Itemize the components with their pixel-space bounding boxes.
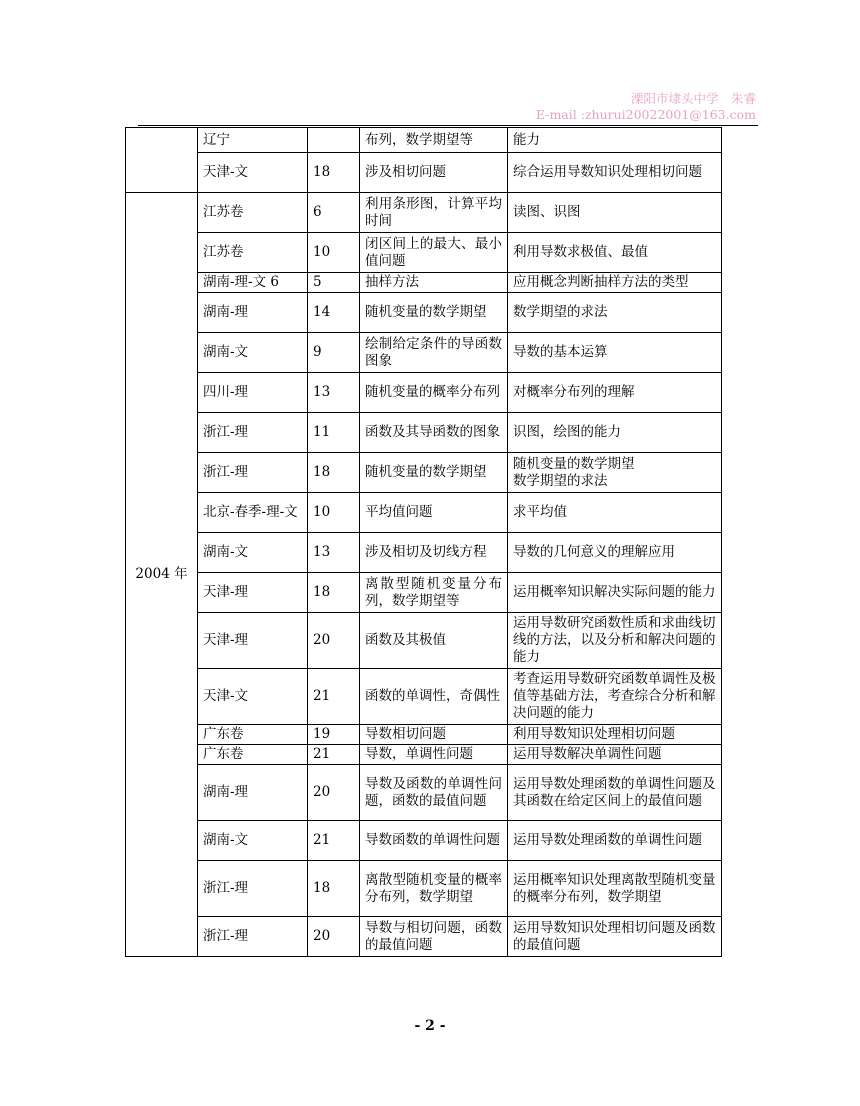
- ability-cell: 综合运用导数知识处理相切问题: [508, 153, 722, 193]
- region-cell: 湖南-文: [198, 821, 308, 861]
- number-cell: 21: [308, 669, 360, 725]
- number-cell: 13: [308, 373, 360, 413]
- topic-cell: 布列，数学期望等: [360, 128, 508, 153]
- table-row: [126, 917, 722, 957]
- year-cell: [126, 128, 198, 193]
- number-cell: 21: [308, 745, 360, 765]
- number-cell: 14: [308, 293, 360, 333]
- topic-cell: 随机变量的数学期望: [360, 293, 508, 333]
- ability-cell: 导数的基本运算: [508, 333, 722, 373]
- region-cell: 浙江-理: [198, 861, 308, 917]
- ability-cell: 求平均值: [508, 493, 722, 533]
- topic-cell: 函数的单调性，奇偶性: [360, 669, 508, 725]
- number-cell: 20: [308, 917, 360, 957]
- ability-cell: 考查运用导数研究函数单调性及极值等基础方法，考查综合分析和解决问题的能力: [508, 669, 722, 725]
- table-row: [126, 453, 722, 493]
- region-cell: 湖南-文: [198, 333, 308, 373]
- table-row: [126, 765, 722, 821]
- topic-cell: 随机变量的数学期望: [360, 453, 508, 493]
- page-header: [536, 91, 756, 123]
- ability-cell: 对概率分布列的理解: [508, 373, 722, 413]
- number-cell: 21: [308, 821, 360, 861]
- topic-cell: 导数相切问题: [360, 725, 508, 745]
- topic-cell: 函数及其导函数的图象: [360, 413, 508, 453]
- table-row: [126, 725, 722, 745]
- table-row: [126, 233, 722, 273]
- region-cell: 湖南-理: [198, 765, 308, 821]
- ability-cell: 利用导数知识处理相切问题: [508, 725, 722, 745]
- topic-cell: 随机变量的概率分布列: [360, 373, 508, 413]
- table-body: [126, 128, 722, 957]
- region-cell: 天津-理: [198, 573, 308, 613]
- table-row: [126, 153, 722, 193]
- ability-line: 数学期望的求法: [513, 472, 608, 489]
- region-cell: 江苏卷: [198, 233, 308, 273]
- table-row: [126, 193, 722, 233]
- region-cell: 广东卷: [198, 745, 308, 765]
- table-row: [126, 333, 722, 373]
- topic-cell: 导数与相切问题，函数的最值问题: [360, 917, 508, 957]
- header-rule: [138, 125, 758, 126]
- number-cell: 10: [308, 233, 360, 273]
- region-cell: 江苏卷: [198, 193, 308, 233]
- ability-cell: 运用导数解决单调性问题: [508, 745, 722, 765]
- ability-cell: 读图、识图: [508, 193, 722, 233]
- topic-cell: 导数及函数的单调性问题，函数的最值问题: [360, 765, 508, 821]
- region-cell: 四川-理: [198, 373, 308, 413]
- topic-cell: 离散型随机变量分布列，数学期望等: [360, 573, 508, 613]
- number-cell: 11: [308, 413, 360, 453]
- topic-cell: 抽样方法: [360, 273, 508, 293]
- region-cell: 湖南-理-文 6: [198, 273, 308, 293]
- ability-cell: 识图，绘图的能力: [508, 413, 722, 453]
- number-cell: 18: [308, 573, 360, 613]
- ability-cell: 运用导数处理函数的单调性问题及其函数在给定区间上的最值问题: [508, 765, 722, 821]
- topic-cell: 绘制给定条件的导函数图象: [360, 333, 508, 373]
- ability-cell: 运用导数知识处理相切问题及函数的最值问题: [508, 917, 722, 957]
- region-cell: 天津-理: [198, 613, 308, 669]
- table-row: [126, 613, 722, 669]
- year-cell: 2004 年: [126, 193, 198, 957]
- number-cell: 20: [308, 613, 360, 669]
- region-cell: 浙江-理: [198, 413, 308, 453]
- table-row: [126, 533, 722, 573]
- ability-cell: 导数的几何意义的理解应用: [508, 533, 722, 573]
- ability-cell: 运用概率知识解决实际问题的能力: [508, 573, 722, 613]
- region-cell: 浙江-理: [198, 453, 308, 493]
- ability-cell: 运用导数研究函数性质和求曲线切线的方法，以及分析和解决问题的能力: [508, 613, 722, 669]
- topic-cell: 闭区间上的最大、最小值问题: [360, 233, 508, 273]
- number-cell: 6: [308, 193, 360, 233]
- table-row: [126, 293, 722, 333]
- number-cell: 13: [308, 533, 360, 573]
- region-cell: 天津-文: [198, 669, 308, 725]
- table-row: [126, 669, 722, 725]
- ability-cell: 运用导数处理函数的单调性问题: [508, 821, 722, 861]
- table-row: [126, 413, 722, 453]
- region-cell: 湖南-理: [198, 293, 308, 333]
- number-cell: 18: [308, 453, 360, 493]
- ability-cell: 数学期望的求法: [508, 293, 722, 333]
- number-cell: 5: [308, 273, 360, 293]
- number-cell: 20: [308, 765, 360, 821]
- number-cell: 9: [308, 333, 360, 373]
- number-cell: 19: [308, 725, 360, 745]
- topic-cell: 利用条形图，计算平均时间: [360, 193, 508, 233]
- table-row: [126, 373, 722, 413]
- table-row: [126, 273, 722, 293]
- ability-cell: 利用导数求极值、最值: [508, 233, 722, 273]
- ability-line: 随机变量的数学期望: [513, 455, 635, 472]
- topic-cell: 涉及相切及切线方程: [360, 533, 508, 573]
- table-row: [126, 493, 722, 533]
- table-row: [126, 745, 722, 765]
- topic-cell: 导数函数的单调性问题: [360, 821, 508, 861]
- topic-cell: 导数，单调性问题: [360, 745, 508, 765]
- topic-cell: 函数及其极值: [360, 613, 508, 669]
- number-cell: 18: [308, 861, 360, 917]
- ability-cell: 应用概念判断抽样方法的类型: [508, 273, 722, 293]
- header-school-author: 溧阳市埭头中学 朱睿: [630, 91, 756, 106]
- number-cell: 18: [308, 153, 360, 193]
- region-cell: 辽宁: [198, 128, 308, 153]
- number-cell: 10: [308, 493, 360, 533]
- page-number: - 2 -: [414, 1018, 446, 1034]
- ability-cell: 能力: [508, 128, 722, 153]
- region-cell: 北京-春季-理-文: [198, 493, 308, 533]
- topic-cell: 涉及相切问题: [360, 153, 508, 193]
- table-row: [126, 128, 722, 153]
- region-cell: 浙江-理: [198, 917, 308, 957]
- region-cell: 广东卷: [198, 725, 308, 745]
- exam-topic-table: [125, 127, 722, 957]
- table-row: [126, 573, 722, 613]
- number-cell: [308, 128, 360, 153]
- header-email: E-mail :zhurui20022001@163.com: [535, 107, 756, 122]
- ability-cell: 运用概率知识处理离散型随机变量的概率分布列，数学期望: [508, 861, 722, 917]
- topic-cell: 平均值问题: [360, 493, 508, 533]
- region-cell: 天津-文: [198, 153, 308, 193]
- table-row: [126, 821, 722, 861]
- table-row: [126, 861, 722, 917]
- region-cell: 湖南-文: [198, 533, 308, 573]
- topic-cell: 离散型随机变量的概率分布列，数学期望: [360, 861, 508, 917]
- ability-cell: [508, 453, 722, 493]
